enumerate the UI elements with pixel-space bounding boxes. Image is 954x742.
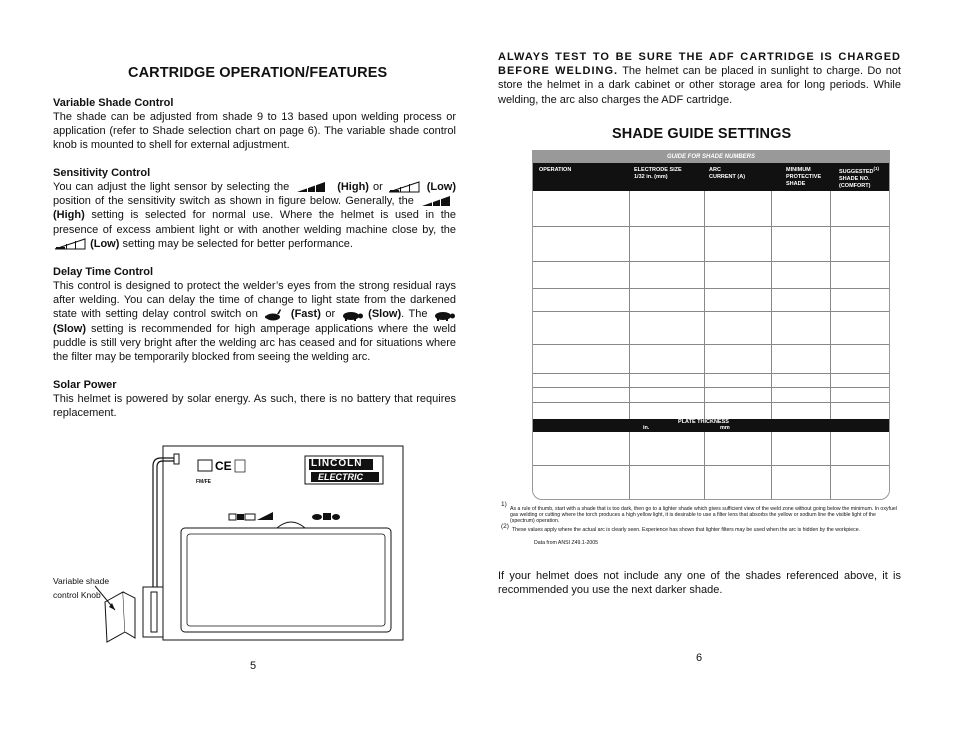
right-page-number: 6 — [696, 652, 703, 664]
figure-small-text: FM/FE — [196, 479, 211, 485]
solar-text: This helmet is powered by solar energy. As such, there is no battery that requires replacement. — [53, 393, 456, 420]
footnote-2: These values apply where the actual arc is clearly seen. Experience has shown that lighter filters may be used when the arc is hidden by the workpiece. — [512, 527, 861, 533]
knob-label-line1: Variable shade — [53, 576, 110, 586]
high-sensitivity-icon — [293, 181, 333, 193]
adf-warning-bold: ALWAYS TEST TO BE SURE THE ADF CARTRIDGE IS CHARGED BEFORE WELDING. — [498, 51, 901, 78]
shade-guide-table — [532, 150, 890, 500]
figure-brand-bottom: ELECTRIC — [318, 472, 363, 482]
plate-thickness-header: PLATE THICKNESS in. mm — [533, 419, 889, 432]
svg-text:CE: CE — [215, 459, 232, 473]
shade-guide-title: SHADE GUIDE SETTINGS — [612, 126, 792, 142]
header-operation: OPERATION — [539, 167, 572, 173]
knob-label-line2: control Knob — [53, 590, 101, 600]
footnote-2-mark: (2) — [501, 523, 509, 530]
closing-note: If your helmet does not include any one of the shades referenced above, it is recommended you use the next darker shade. — [498, 570, 901, 597]
header-arc: ARC CURRENT (A) — [709, 167, 746, 180]
high-sensitivity-icon-2 — [418, 195, 456, 207]
turtle-icon — [340, 309, 364, 321]
footnote-1-mark: 1) — [501, 501, 507, 508]
rabbit-icon — [262, 309, 286, 321]
data-source: Data from ANSI Z49.1-2005 — [534, 540, 599, 546]
turtle-icon-2 — [432, 309, 456, 321]
low-sensitivity-icon-2 — [53, 238, 87, 250]
sensitivity-heading: Sensitivity Control — [53, 167, 151, 179]
solar-heading: Solar Power — [53, 379, 117, 391]
footnote-1: As a rule of thumb, start with a shade that is too dark, then go to a lighter shade which gives sufficient view of the weld zone without going below the minimum. In oxyfuel gas welding or cutting where the torch produces a high yellow light, it is desirable to use a filter lens that absorbs the yellow or sodium line the visible light of the (spectrum) operation. — [510, 506, 897, 524]
low-sensitivity-icon — [387, 181, 423, 193]
left-page-title: CARTRIDGE OPERATION/FEATURES — [128, 65, 388, 81]
header-electrode: ELECTRODE SIZE 1/32 in. (mm) — [634, 167, 682, 180]
delay-text: This control is designed to protect the welder’s eyes from the strong residual rays after welding. You can delay the time of change to light state from the darkened state with setting delay control switch on (Fast) or (Slow). The (Slow) setting is recommended for high amperage applications where the weld puddle is still very bright after the welding arc has ceased and for situations where the filter may be temporarily blocked from seeing the welding arc. — [53, 280, 456, 364]
figure-brand-top: LINCOLN — [311, 458, 363, 469]
variable-shade-heading: Variable Shade Control — [53, 97, 174, 109]
header-min-shade: MINIMUM PROTECTIVE SHADE — [786, 167, 822, 187]
table-title: GUIDE FOR SHADE NUMBERS — [533, 151, 889, 163]
delay-heading: Delay Time Control — [53, 266, 154, 278]
variable-shade-text: The shade can be adjusted from shade 9 to 13 based upon welding process or application (refer to Shade selection chart on page 6). The variable shade control knob is mounted to shell for external adjustment. — [53, 111, 456, 152]
cartridge-figure — [95, 442, 415, 652]
header-suggested: SUGGESTED$^{(1)}$ SHADE NO. (COMFORT) — [839, 166, 880, 189]
sensitivity-text: You can adjust the light sensor by selecting the (High) or (Low) position of the sensitivity switch as shown in figure below. Generally, the (High) setting is selected for normal use. Where the helmet is used in the presence of excess ambient light or with another welding machine close by, the (Low) setting may be selected for better performance. — [53, 181, 457, 250]
left-page-number: 5 — [250, 660, 257, 672]
table-header — [533, 163, 889, 191]
adf-warning: ALWAYS TEST TO BE SURE THE ADF CARTRIDGE IS CHARGED BEFORE WELDING. The helmet can be placed in sunlight to charge. Do not store the helmet in a dark cabinet or other storage area for long periods. While welding, the arc also charges the ADF cartridge. — [498, 51, 901, 106]
